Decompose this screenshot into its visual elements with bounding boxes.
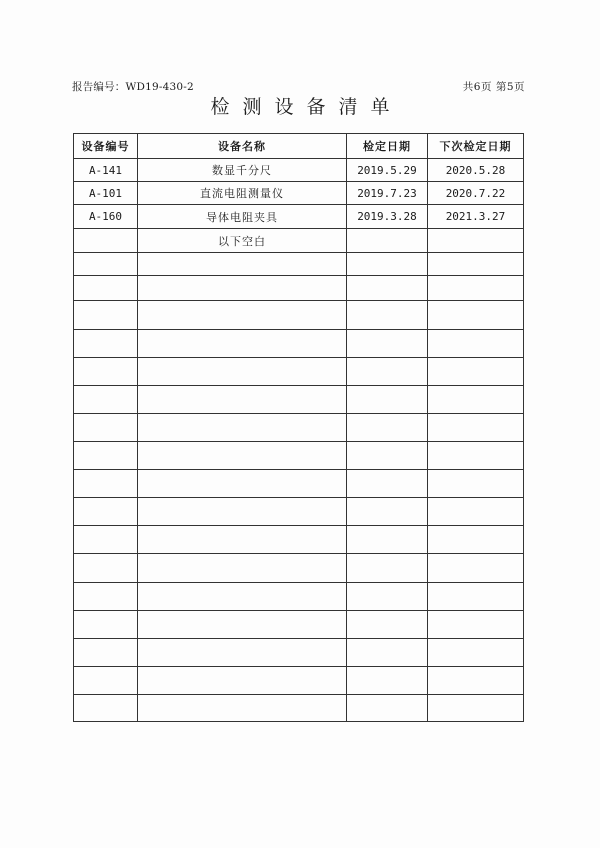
cell-next-calibration-date: 2020.7.22	[428, 182, 524, 205]
table-row	[74, 159, 524, 182]
cell-equipment-id	[74, 301, 138, 330]
empty-table-row	[74, 301, 524, 330]
empty-table-row	[74, 358, 524, 386]
cell-next-calibration-date	[428, 554, 524, 583]
cell-equipment-name	[138, 414, 347, 442]
cell-equipment-name	[138, 695, 347, 722]
cell-calibration-date	[347, 470, 428, 498]
cell-next-calibration-date	[428, 442, 524, 470]
cell-equipment-id	[74, 526, 138, 554]
equipment-table	[73, 133, 524, 722]
cell-next-calibration-date	[428, 498, 524, 526]
cell-calibration-date	[347, 583, 428, 611]
table-row	[74, 182, 524, 205]
cell-equipment-name	[138, 253, 347, 276]
cell-equipment-name	[138, 470, 347, 498]
cell-equipment-id	[74, 330, 138, 358]
cell-equipment-id	[74, 583, 138, 611]
table-body	[74, 159, 524, 722]
cell-calibration-date	[347, 301, 428, 330]
cell-equipment-name	[138, 667, 347, 695]
cell-calibration-date	[347, 276, 428, 301]
empty-table-row	[74, 611, 524, 639]
cell-next-calibration-date	[428, 414, 524, 442]
cell-calibration-date	[347, 695, 428, 722]
cell-equipment-id	[74, 470, 138, 498]
cell-equipment-id: A-160	[74, 205, 138, 229]
cell-equipment-id	[74, 667, 138, 695]
empty-table-row	[74, 583, 524, 611]
cell-equipment-id	[74, 229, 138, 253]
cell-equipment-id: A-141	[74, 159, 138, 182]
report-number: 报告编号：WD19-430-2	[72, 81, 194, 93]
cell-next-calibration-date	[428, 386, 524, 414]
cell-equipment-name	[138, 301, 347, 330]
col-header-equipment-id: 设备编号	[74, 134, 138, 159]
empty-table-row	[74, 276, 524, 301]
empty-table-row	[74, 414, 524, 442]
cell-next-calibration-date	[428, 639, 524, 667]
cell-equipment-name	[138, 583, 347, 611]
cell-next-calibration-date	[428, 301, 524, 330]
table-row	[74, 205, 524, 229]
cell-calibration-date	[347, 253, 428, 276]
cell-equipment-name: 直流电阻测量仪	[138, 182, 347, 205]
empty-table-row	[74, 554, 524, 583]
empty-table-row	[74, 667, 524, 695]
cell-equipment-name	[138, 358, 347, 386]
cell-equipment-name	[138, 498, 347, 526]
cell-calibration-date: 2019.5.29	[347, 159, 428, 182]
col-header-calibration-date: 检定日期	[347, 134, 428, 159]
cell-next-calibration-date	[428, 358, 524, 386]
cell-equipment-name: 数显千分尺	[138, 159, 347, 182]
page-indicator: 共6页 第5页	[462, 81, 525, 93]
page-title: 检测设备清单	[210, 96, 403, 118]
cell-equipment-id	[74, 442, 138, 470]
cell-equipment-name	[138, 330, 347, 358]
cell-equipment-name	[138, 276, 347, 301]
col-header-equipment-name: 设备名称	[138, 134, 347, 159]
table-row	[74, 229, 524, 253]
cell-calibration-date	[347, 330, 428, 358]
cell-equipment-name: 以下空白	[138, 229, 347, 253]
cell-equipment-name	[138, 442, 347, 470]
cell-calibration-date	[347, 229, 428, 253]
cell-calibration-date	[347, 667, 428, 695]
cell-next-calibration-date	[428, 526, 524, 554]
cell-equipment-name	[138, 611, 347, 639]
cell-equipment-name	[138, 639, 347, 667]
empty-table-row	[74, 330, 524, 358]
cell-equipment-id	[74, 498, 138, 526]
cell-next-calibration-date: 2020.5.28	[428, 159, 524, 182]
cell-equipment-id	[74, 695, 138, 722]
table-header-row	[74, 134, 524, 159]
cell-equipment-id: A-101	[74, 182, 138, 205]
empty-table-row	[74, 695, 524, 722]
cell-next-calibration-date	[428, 229, 524, 253]
cell-calibration-date: 2019.3.28	[347, 205, 428, 229]
cell-calibration-date	[347, 442, 428, 470]
cell-calibration-date	[347, 498, 428, 526]
cell-calibration-date	[347, 414, 428, 442]
cell-calibration-date	[347, 611, 428, 639]
empty-table-row	[74, 386, 524, 414]
cell-next-calibration-date	[428, 667, 524, 695]
cell-equipment-name	[138, 526, 347, 554]
empty-table-row	[74, 639, 524, 667]
cell-calibration-date	[347, 639, 428, 667]
empty-table-row	[74, 442, 524, 470]
cell-equipment-id	[74, 611, 138, 639]
cell-equipment-id	[74, 554, 138, 583]
cell-equipment-id	[74, 639, 138, 667]
cell-calibration-date	[347, 526, 428, 554]
cell-equipment-id	[74, 276, 138, 301]
cell-equipment-name	[138, 386, 347, 414]
cell-calibration-date	[347, 554, 428, 583]
cell-calibration-date	[347, 358, 428, 386]
cell-next-calibration-date	[428, 330, 524, 358]
empty-table-row	[74, 498, 524, 526]
empty-table-row	[74, 526, 524, 554]
cell-equipment-id	[74, 253, 138, 276]
cell-next-calibration-date: 2021.3.27	[428, 205, 524, 229]
cell-next-calibration-date	[428, 695, 524, 722]
cell-calibration-date: 2019.7.23	[347, 182, 428, 205]
cell-equipment-id	[74, 358, 138, 386]
cell-next-calibration-date	[428, 470, 524, 498]
cell-equipment-id	[74, 386, 138, 414]
col-header-next-calibration-date: 下次检定日期	[428, 134, 524, 159]
cell-equipment-name: 导体电阻夹具	[138, 205, 347, 229]
empty-table-row	[74, 470, 524, 498]
cell-next-calibration-date	[428, 611, 524, 639]
cell-next-calibration-date	[428, 253, 524, 276]
cell-calibration-date	[347, 386, 428, 414]
empty-table-row	[74, 253, 524, 276]
cell-next-calibration-date	[428, 583, 524, 611]
cell-equipment-id	[74, 414, 138, 442]
cell-next-calibration-date	[428, 276, 524, 301]
cell-equipment-name	[138, 554, 347, 583]
